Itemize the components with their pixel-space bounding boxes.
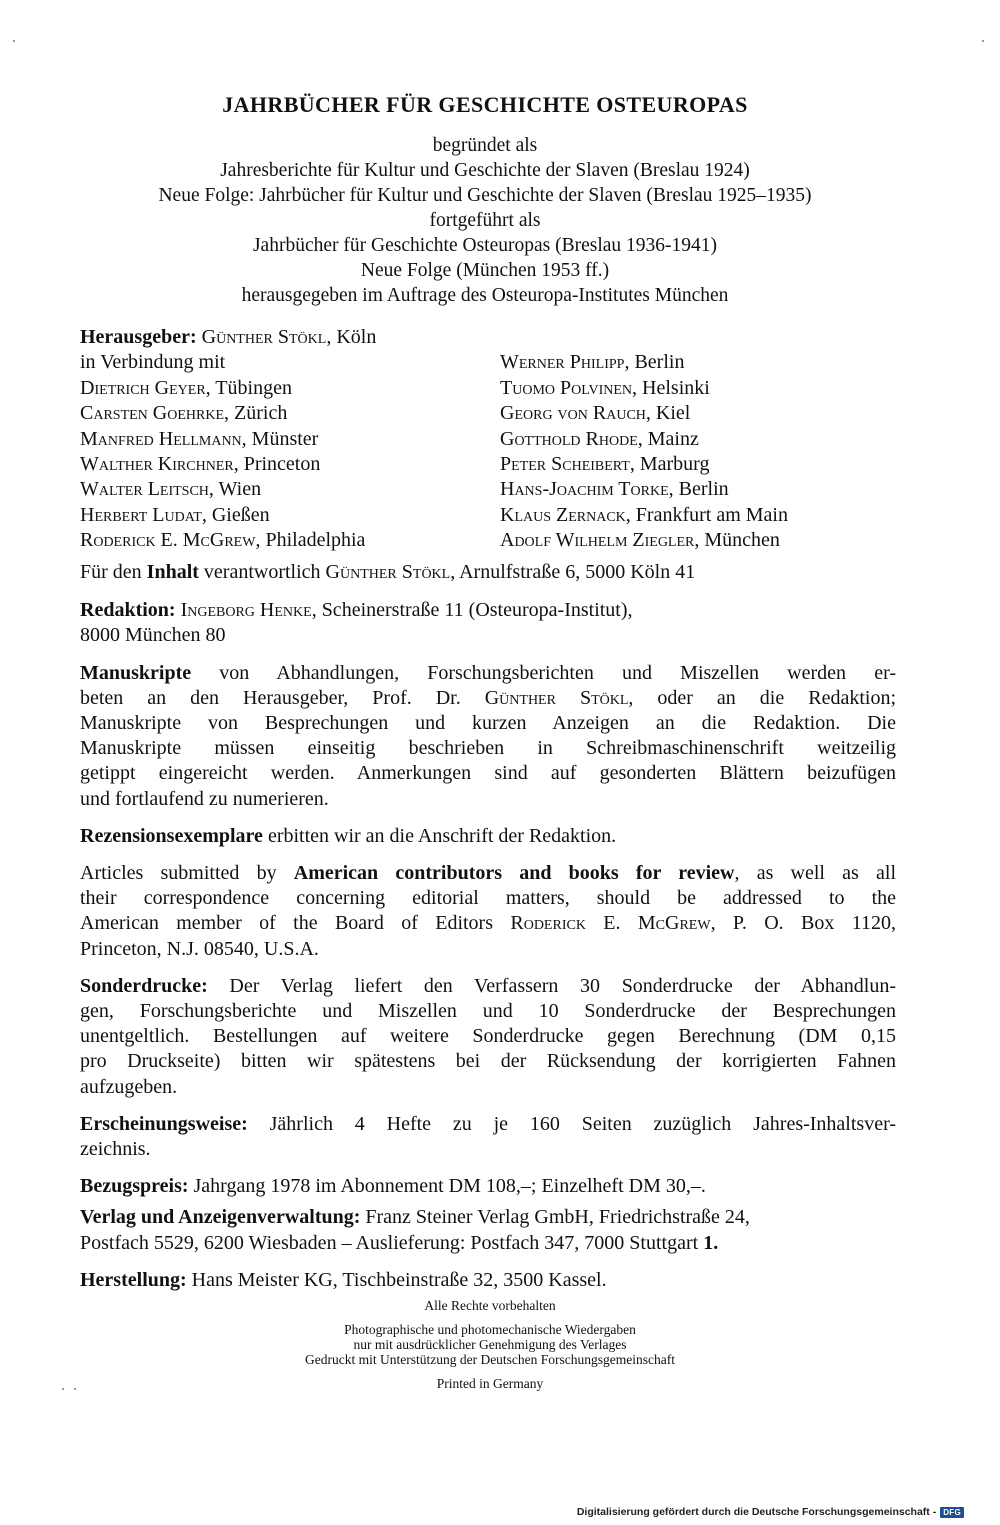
scan-speck (13, 40, 15, 42)
inhalt-line (80, 560, 896, 585)
bezugspreis-line (80, 1174, 896, 1199)
manuskripte-line: und fortlaufend zu numerieren. (80, 787, 329, 810)
inhalt-mid: verantwortlich (198, 561, 326, 583)
rezension-text: erbitten wir an die Anschrift der Redaktion. (262, 824, 617, 847)
editor-entry (80, 376, 500, 401)
articles-line: Princeton, N.J. 08540, U.S.A. (80, 937, 319, 960)
manuskripte-text: , oder an die Redaktion; (628, 686, 896, 709)
erscheinung-paragraph (80, 1112, 896, 1162)
editors-block (80, 325, 900, 554)
redaktion-paragraph (80, 598, 896, 648)
editor-name: Klaus Zernack (500, 503, 626, 526)
intro-line: herausgegeben im Auftrage des Osteuropa-Institutes München (241, 285, 729, 306)
rights-line: Alle Rechte vorbehalten (424, 1298, 556, 1313)
erscheinung-label: Erscheinungsweise: (80, 1112, 248, 1135)
redaktion-name: Ingeborg Henke (180, 599, 312, 622)
editor-name: Manfred Hellmann (80, 427, 242, 450)
rezension-label: Rezensionsexemplare (80, 824, 263, 847)
intro-line: Neue Folge (München 1953 ff.) (360, 260, 610, 281)
manuskripte-line (80, 686, 896, 711)
editor-name: Peter Scheibert (500, 453, 630, 476)
rights-line: Gedruckt mit Unterstützung der Deutschen Forschungsgemeinschaft (304, 1352, 676, 1367)
articles-line (80, 911, 896, 936)
inhalt-address: , Arnulfstraße 6, 5000 Köln 41 (450, 561, 696, 583)
editor-name: Georg von Rauch (500, 402, 646, 425)
bezugspreis-label: Bezugspreis: (80, 1175, 189, 1198)
editor-entry (500, 376, 900, 401)
herstellung-label: Herstellung: (80, 1268, 187, 1291)
digitization-footer (577, 1506, 964, 1518)
verlag-line (80, 1231, 896, 1256)
erscheinung-line: zeichnis. (80, 1138, 151, 1161)
articles-paragraph (80, 861, 896, 962)
articles-line (80, 861, 896, 886)
sonderdrucke-text: Der Verlag liefert den Verfassern 30 Sonderdrucke der Abhandlun- (207, 974, 896, 997)
erscheinung-line (80, 1112, 896, 1137)
editor-name: Gotthold Rhode (500, 427, 638, 450)
redaktion-city: 8000 München 80 (80, 624, 226, 647)
editors-label: Herausgeber: (80, 326, 197, 348)
editor-place: , Frankfurt am Main (625, 503, 788, 526)
editor-name: Tuomo Polvinen (500, 376, 633, 399)
editor-place: , Helsinki (632, 376, 710, 399)
editor-place: , Princeton (233, 453, 321, 476)
editor-entry (80, 477, 500, 502)
manuskripte-line: Manuskripte von Besprechungen und kurzen Anzeigen an die Redaktion. Die (80, 712, 896, 735)
journal-title: JAHRBÜCHER FÜR GESCHICHTE OSTEUROPAS (222, 92, 748, 117)
editor-name: Walter Leitsch (80, 478, 209, 501)
editor-entry (80, 528, 500, 553)
manuskripte-text: beten an den Herausgeber, Prof. Dr. (80, 686, 485, 709)
intro-line: Jahrbücher für Geschichte Osteuropas (Breslau 1936-1941) (252, 235, 718, 256)
intro-line: Neue Folge: Jahrbücher für Kultur und Geschichte der Slaven (Breslau 1925–1935) (158, 185, 812, 206)
editor-entry (80, 503, 500, 528)
rights-line: Photographische und photomechanische Wiedergaben (344, 1322, 636, 1337)
manuskripte-line: getippt eingereicht werden. Anmerkungen sind auf gesonderten Blättern beizufügen (80, 762, 896, 785)
editor-place: , Philadelphia (255, 529, 366, 552)
verlag-text: Franz Steiner Verlag GmbH, Friedrichstraße 24, (360, 1206, 750, 1229)
sonderdrucke-line: gen, Forschungsberichte und Miszellen und 10 Sonderdrucke der Besprechungen (80, 1000, 896, 1023)
inhalt-label: Inhalt (146, 561, 199, 583)
articles-line: their correspondence concerning editorial matters, should be addressed to the (80, 887, 896, 910)
verlag-paragraph (80, 1205, 896, 1255)
intro-line: begründet als (432, 135, 538, 156)
editor-entry (500, 503, 900, 528)
chief-editor-city: , Köln (326, 326, 377, 348)
manuskripte-label: Manuskripte (80, 661, 192, 684)
editor-entry (500, 528, 900, 553)
editor-place: , Zürich (224, 402, 288, 425)
info-body (80, 560, 896, 1305)
scan-speck (74, 1388, 76, 1390)
rights-block (0, 1298, 980, 1391)
scan-speck (62, 1388, 64, 1390)
intro-line: fortgeführt als (429, 210, 541, 231)
editors-left-column (80, 350, 500, 553)
inhalt-pre: Für den (80, 561, 147, 583)
sonderdrucke-line: unentgeltlich. Bestellungen auf weitere Sonderdrucke gegen Berechnung (DM 0,15 (80, 1025, 896, 1048)
sonderdrucke-label: Sonderdrucke: (80, 974, 208, 997)
manuskripte-paragraph (80, 661, 896, 812)
intro-line: Jahresberichte für Kultur und Geschichte der Slaven (Breslau 1924) (220, 160, 750, 181)
editor-entry (80, 427, 500, 452)
intro-block (0, 133, 970, 308)
redaktion-line (80, 598, 896, 623)
editor-place: , Berlin (668, 478, 729, 501)
verlag-text: 1. (703, 1231, 719, 1254)
redaktion-address: , Scheinerstraße 11 (Osteuropa-Institut), (311, 599, 633, 622)
editor-place: , München (694, 529, 780, 552)
sonderdrucke-line: pro Druckseite) bitten wir spätestens bei der Rücksendung der korrigierten Fahnen (80, 1050, 896, 1073)
herstellung-text: Hans Meister KG, Tischbeinstraße 32, 3500 Kassel. (186, 1268, 607, 1291)
editors-columns (80, 350, 900, 553)
editor-place: , Kiel (645, 402, 691, 425)
herstellung-line (80, 1268, 896, 1293)
articles-text: , as well as all (734, 862, 896, 885)
editor-name: Roderick E. McGrew (80, 529, 256, 552)
editor-entry (500, 477, 900, 502)
editor-place: , Münster (241, 427, 319, 450)
articles-text: Articles submitted by (80, 862, 294, 885)
editor-name: Adolf Wilhelm Ziegler (500, 529, 695, 552)
editor-name: Werner Philipp (500, 351, 625, 374)
articles-text: American member of the Board of Editors (80, 912, 511, 935)
manuskripte-text: von Abhandlungen, Forschungsberichten und Miszellen werden er- (191, 661, 896, 684)
editor-name: Dietrich Geyer (80, 376, 206, 399)
bezugspreis-paragraph (80, 1174, 896, 1199)
inhalt-name: Günther Stökl (325, 561, 451, 583)
editor-entry (500, 452, 900, 477)
verlag-text: Postfach 5529, 6200 Wiesbaden – Auslieferung: Postfach 347, 7000 Stuttgart (80, 1231, 704, 1254)
editor-entry (500, 401, 900, 426)
sonderdrucke-line (80, 974, 896, 999)
manuskripte-line: Manuskripte müssen einseitig beschrieben in Schreibmaschinenschrift weitzeilig (80, 737, 896, 760)
manuskripte-editor-name: Günther Stökl (484, 686, 629, 709)
editor-place: , Berlin (624, 351, 685, 374)
articles-text: , P. O. Box 1120, (710, 912, 896, 935)
editor-place: , Gießen (201, 503, 270, 526)
sonderdrucke-paragraph (80, 974, 896, 1100)
dfg-logo-icon: DFG (940, 1507, 964, 1518)
manuskripte-line (80, 661, 896, 686)
sonderdrucke-line: aufzugeben. (80, 1075, 178, 1098)
editor-place: , Mainz (637, 427, 699, 450)
herstellung-paragraph (80, 1268, 896, 1293)
verlag-line (80, 1205, 896, 1230)
bezugspreis-text: Jahrgang 1978 im Abonnement DM 108,–; Einzelheft DM 30,–. (188, 1175, 706, 1198)
editor-place: , Marburg (629, 453, 710, 476)
rezension-line (80, 824, 896, 849)
editor-place: , Tübingen (205, 376, 292, 399)
editor-name: Carsten Goehrke (80, 402, 225, 425)
chief-editor-line (80, 325, 900, 350)
verlag-label: Verlag und Anzeigenverwaltung: (80, 1206, 361, 1229)
rezension-paragraph (80, 824, 896, 849)
rights-line: nur mit ausdrücklicher Genehmigung des Verlages (353, 1337, 627, 1352)
inhalt-paragraph (80, 560, 896, 585)
chief-editor-name: Günther Stökl (201, 326, 327, 348)
erscheinung-text: Jährlich 4 Hefte zu je 160 Seiten zuzüglich Jahres-Inhaltsver- (247, 1112, 896, 1135)
editor-name: Herbert Ludat (80, 503, 202, 526)
redaktion-label: Redaktion: (80, 599, 176, 622)
editor-entry (80, 401, 500, 426)
editor-entry (80, 452, 500, 477)
editors-right-column (500, 350, 900, 553)
in-connection-label: in Verbindung mit (80, 351, 226, 374)
footer-text: Digitalisierung gefördert durch die Deutsche Forschungsgemeinschaft - (576, 1506, 937, 1518)
editor-name: Hans-Joachim Torke (500, 478, 669, 501)
editor-name: Walther Kirchner (80, 453, 234, 476)
scan-speck (982, 40, 984, 42)
articles-editor-name: Roderick E. McGrew (510, 912, 711, 935)
editor-place: , Wien (208, 478, 262, 501)
articles-bold: American contributors and books for review (293, 862, 735, 885)
editor-entry (500, 427, 900, 452)
editor-entry (500, 350, 900, 375)
rights-line: Printed in Germany (436, 1376, 544, 1391)
